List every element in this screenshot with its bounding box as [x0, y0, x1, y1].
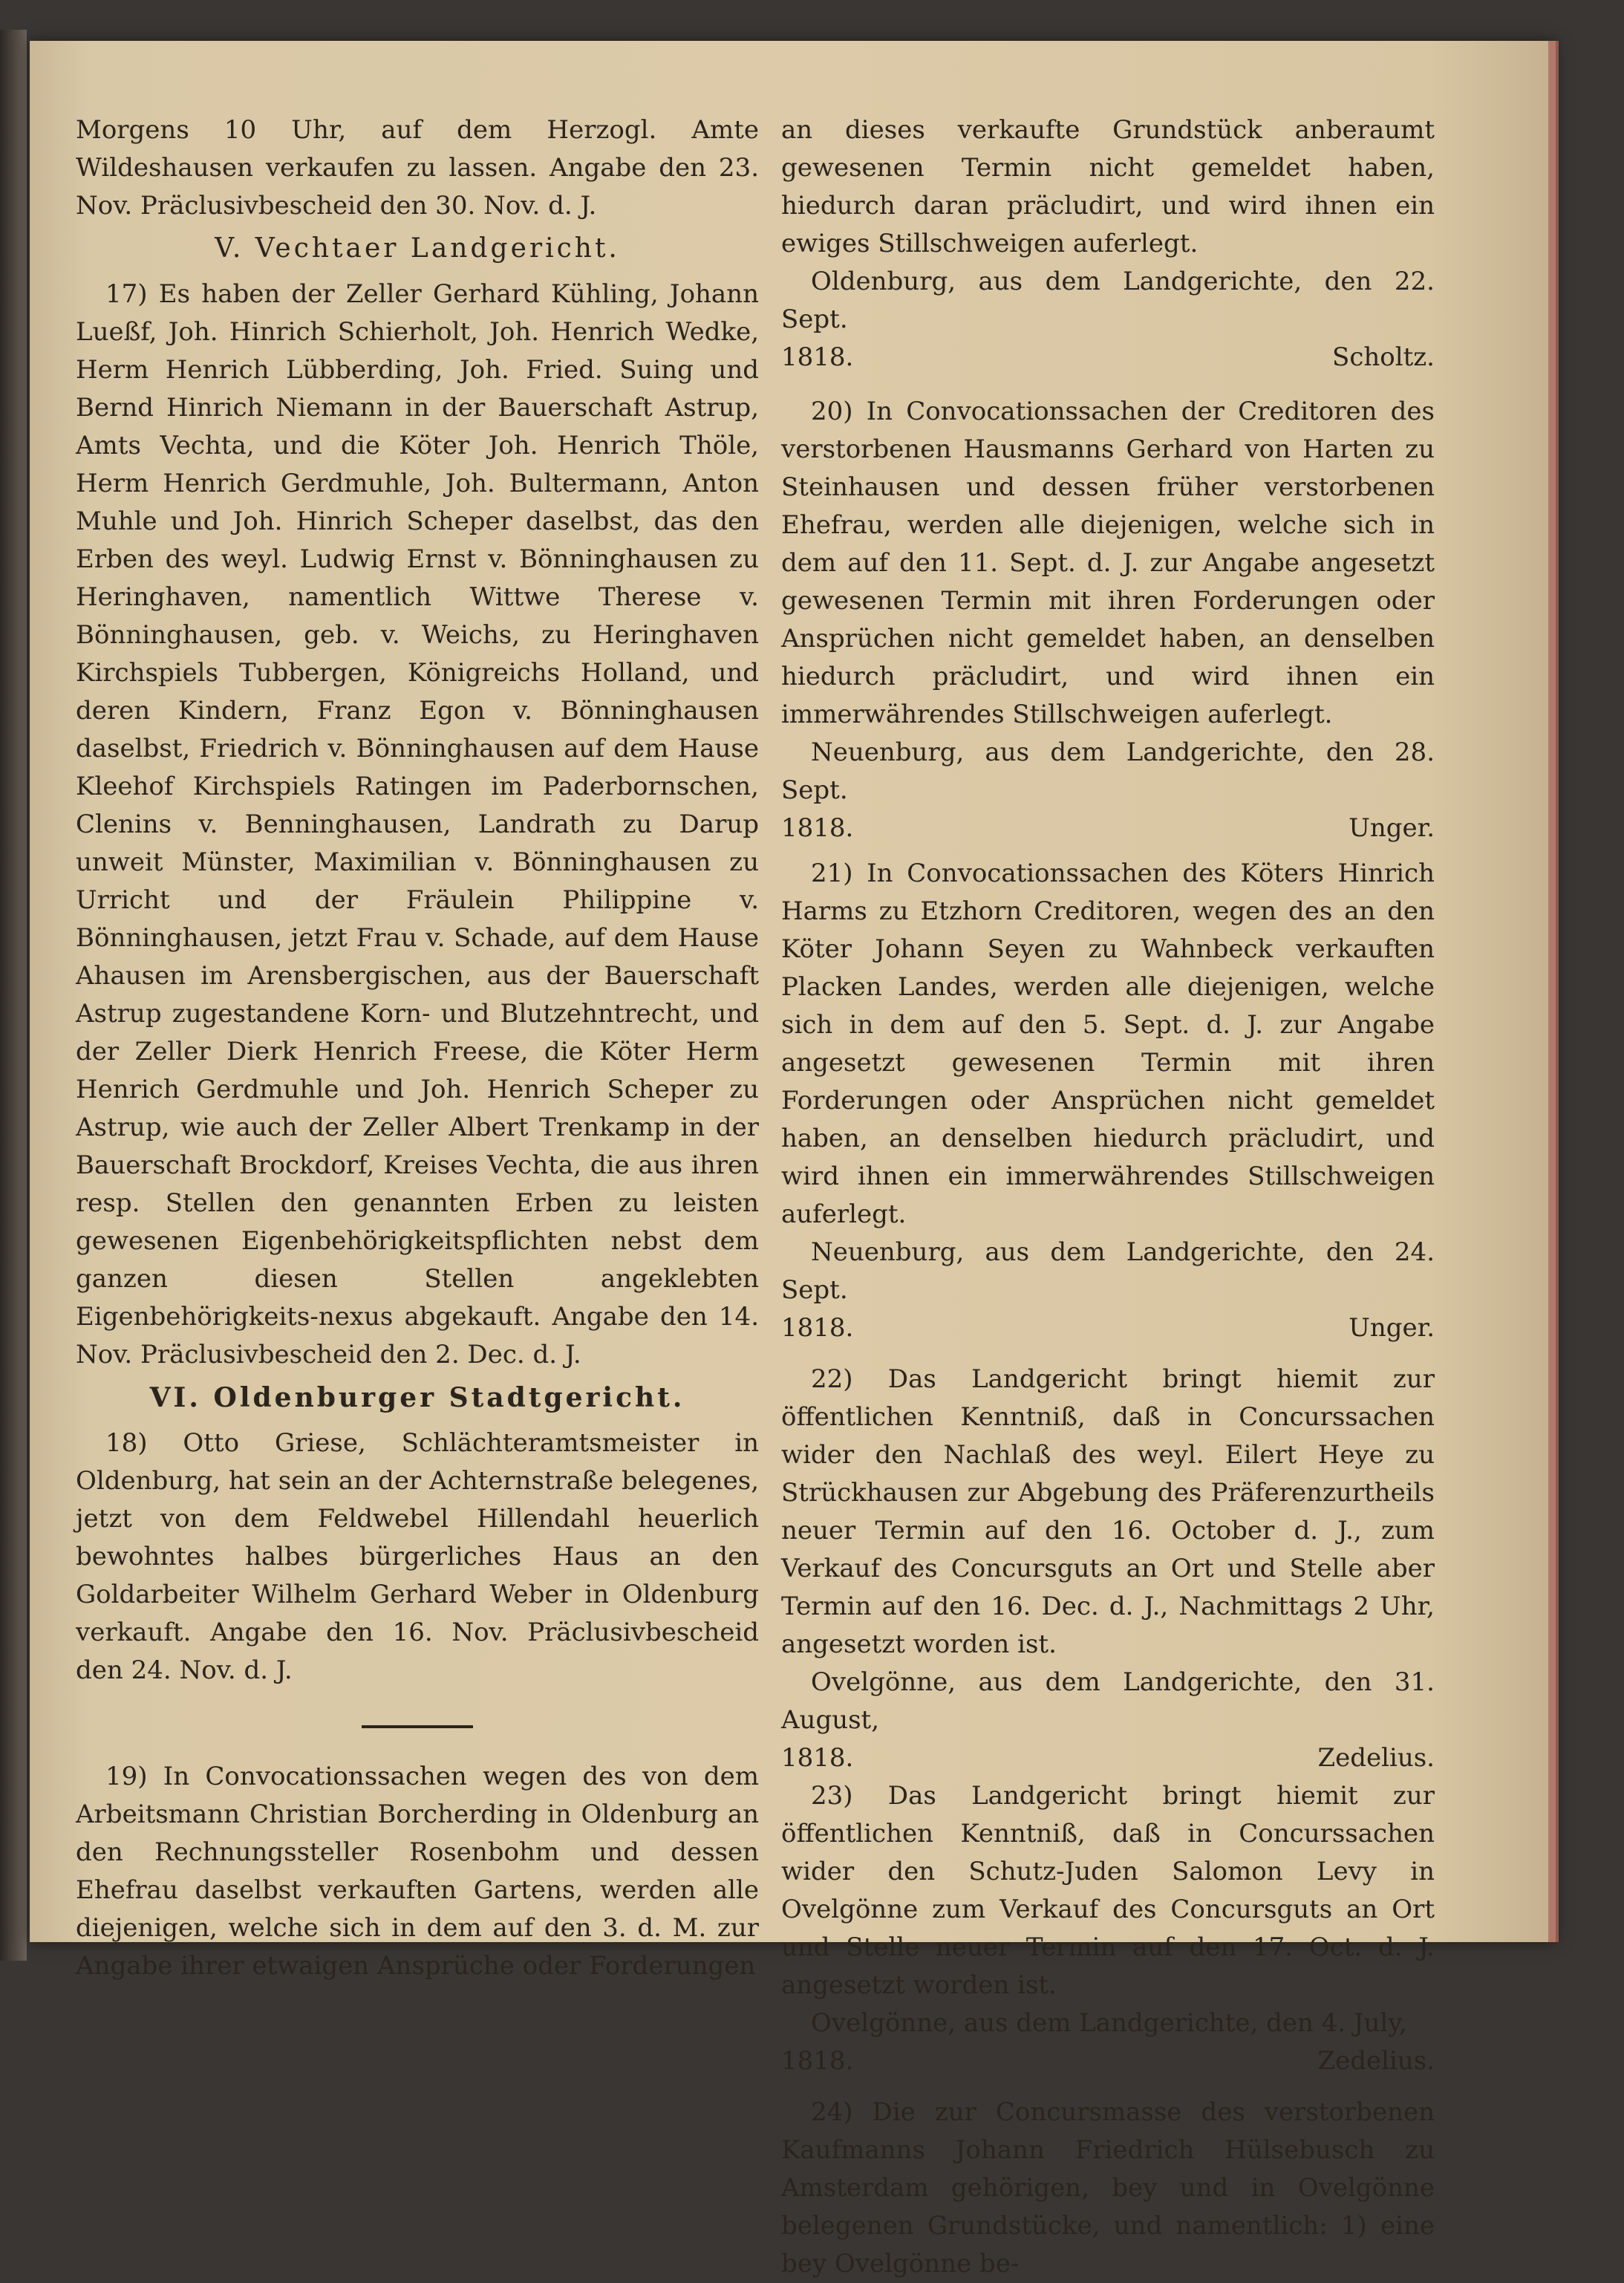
signature-20-year: 1818. [781, 813, 854, 843]
signature-23 [781, 2042, 1435, 2080]
item-19-paragraph: 19) In Convocationssachen wegen des von dem Arbeitsmann Christian Borcherding in Oldenburg an den Rechnungssteller Rosenbohm und dessen Ehefrau daselbst verkauften Gartens, werden alle diejenigen, welche sich in dem auf den 3. d. M. zur Angabe ihrer etwaigen Ansprüche oder Forderungen [76, 1762, 759, 1981]
document-page [30, 41, 1556, 2279]
signature-22-year: 1818. [781, 1743, 854, 1773]
signature-22 [781, 1739, 1435, 1777]
signature-23-name: Zedelius. [1317, 2046, 1435, 2076]
signature-19-place: Oldenburg, aus dem Landgerichte, den 22. Sept. [781, 267, 1435, 334]
signature-22-place: Ovelgönne, aus dem Landgerichte, den 31. August, [781, 1667, 1435, 1735]
signature-19 [781, 339, 1435, 377]
item-22-paragraph: 22) Das Landgericht bringt hiemit zur öffentlichen Kenntniß, daß in Concurssachen wider den Nachlaß des weyl. Eilert Heye zu Strückhausen zur Abgebung des Präferenzurtheils neuer Termin auf den 16. October d. J., zum Verkauf des Concursguts an Ort und Stelle aber Termin auf den 16. Dec. d. J., Nachmittags 2 Uhr, angesetzt worden ist. [781, 1364, 1435, 1659]
signature-20-name: Unger. [1349, 813, 1435, 843]
signature-19-name: Scholtz. [1332, 342, 1435, 372]
signature-21-year: 1818. [781, 1313, 854, 1343]
signature-19-year: 1818. [781, 342, 854, 372]
left-column [76, 111, 759, 1985]
signature-21-place: Neuenburg, aus dem Landgerichte, den 24. Sept. [781, 1237, 1435, 1305]
signature-23-place: Ovelgönne, aus dem Landgerichte, den 4. July, [811, 2008, 1407, 2038]
item-17-paragraph: 17) Es haben der Zeller Gerhard Kühling, Johann Lueßf, Joh. Hinrich Schierholt, Joh. Henrich Wedke, Herm Henrich Lübberding, Joh. Fried. Suing und Bernd Hinrich Niemann in der Bauerschaft Astrup, Amts Vechta, und die Köter Joh. Henrich Thöle, Herm Henrich Gerdmuhle, Joh. Bultermann, Anton Muhle und Joh. Hinrich Scheper daselbst, das den Erben des weyl. Ludwig Ernst v. Bönninghausen zu Heringhaven, namentlich Wittwe Therese v. Bönninghausen, geb. v. Weichs, zu Heringhaven Kirchspiels Tubbergen, Königreichs Holland, und deren Kindern, Franz Egon v. Bönninghausen daselbst, Friedrich v. Bönninghausen auf dem Hause Kleehof Kirchspiels Ratingen im Paderbornschen, Clenins v. Benninghausen, Landrath zu Darup unweit Münster, Maximilian v. Bönninghausen zu Urricht und der Fräulein Philippine v. Bönninghausen, jetzt Frau v. Schade, auf dem Hause Ahausen im Arensbergischen, aus der Bauerschaft Astrup zugestandene Korn- und Blutzehntrecht, und der Zeller Dierk Henrich Freese, die Köter Herm Henrich Gerdmuhle und Joh. Henrich Scheper zu Astrup, wie auch der Zeller Albert Trenkamp in der Bauerschaft Brockdorf, Kreises Vechta, die aus ihren resp. Stellen den genannten Erben zu leisten gewesenen Eigenbehörigkeitspflichten nebst dem ganzen diesen Stellen angeklebten Eigenbehörigkeits-nexus abgekauft. Angabe den 14. Nov. Präclusivbescheid den 2. Dec. d. J. [76, 279, 759, 1370]
item-21-paragraph: 21) In Convocationssachen des Köters Hinrich Harms zu Etzhorn Creditoren, wegen des an den Köter Johann Seyen zu Wahnbeck verkauften Placken Landes, werden alle diejenigen, welche sich in dem auf den 5. Sept. d. J. zur Angabe angesetzt gewesenen Termin mit ihren Forderungen oder Ansprüchen nicht gemeldet haben, an denselben hiedurch präcludirt, und wird ihnen ein immerwährendes Stillschweigen auferlegt. [781, 859, 1435, 1229]
right-column [781, 111, 1435, 2283]
signature-21-name: Unger. [1349, 1313, 1435, 1343]
section-v-heading: V. Vechtaer Landgericht. [215, 233, 620, 264]
item-18-paragraph: 18) Otto Griese, Schlächteramtsmeister in Oldenburg, hat sein an der Achternstraße belegenes, jetzt von dem Feldwebel Hillendahl heuerlich bewohntes halbes bürgerliches Haus an den Goldarbeiter Wilhelm Gerhard Weber in Oldenburg verkauft. Angabe den 16. Nov. Präclusivbescheid den 24. Nov. d. J. [76, 1428, 759, 1685]
book-spine-edge [0, 30, 27, 1961]
item-24-paragraph: 24) Die zur Concursmasse des verstorbenen Kaufmanns Johann Friedrich Hülsebusch zu Amsterdam gehörigen, bey und in Ovelgönne belegenen Grundstücke, und namentlich: 1) eine bey Ovelgönne be- [781, 2097, 1435, 2279]
item-23-paragraph: 23) Das Landgericht bringt hiemit zur öffentlichen Kenntniß, daß in Concurssachen wider den Schutz-Juden Salomon Levy in Ovelgönne zum Verkauf des Concursguts an Ort und Stelle neuer Termin auf den 17. Oct. d. J. angesetzt worden ist. [781, 1781, 1435, 2000]
section-divider-rule [362, 1725, 473, 1728]
signature-20-place: Neuenburg, aus dem Landgerichte, den 28. Sept. [781, 737, 1435, 805]
signature-22-name: Zedelius. [1317, 1743, 1435, 1773]
signature-23-year: 1818. [781, 2046, 854, 2076]
section-vi-heading: VI. Oldenburger Stadtgericht. [149, 1382, 685, 1413]
item-20-paragraph: 20) In Convocationssachen der Creditoren des verstorbenen Hausmanns Gerhard von Harten zu Steinhausen und dessen früher verstorbenen Ehefrau, werden alle diejenigen, welche sich in dem auf den 11. Sept. d. J. zur Angabe angesetzt gewesenen Termin mit ihren Forderungen oder Ansprüchen nicht gemeldet haben, an denselben hiedurch präcludirt, und wird ihnen ein immerwährendes Stillschweigen auferlegt. [781, 397, 1435, 729]
intro-paragraph: Morgens 10 Uhr, auf dem Herzogl. Amte Wildeshausen verkaufen zu lassen. Angabe den 23. Nov. Präclusivbescheid den 30. Nov. d. J. [76, 115, 759, 221]
item-19-continuation: an dieses verkaufte Grundstück anberaumt gewesenen Termin nicht gemeldet haben, hiedurch daran präcludirt, und wird ihnen ein ewiges Stillschweigen auferlegt. [781, 115, 1435, 258]
signature-21 [781, 1309, 1435, 1347]
signature-20 [781, 810, 1435, 847]
